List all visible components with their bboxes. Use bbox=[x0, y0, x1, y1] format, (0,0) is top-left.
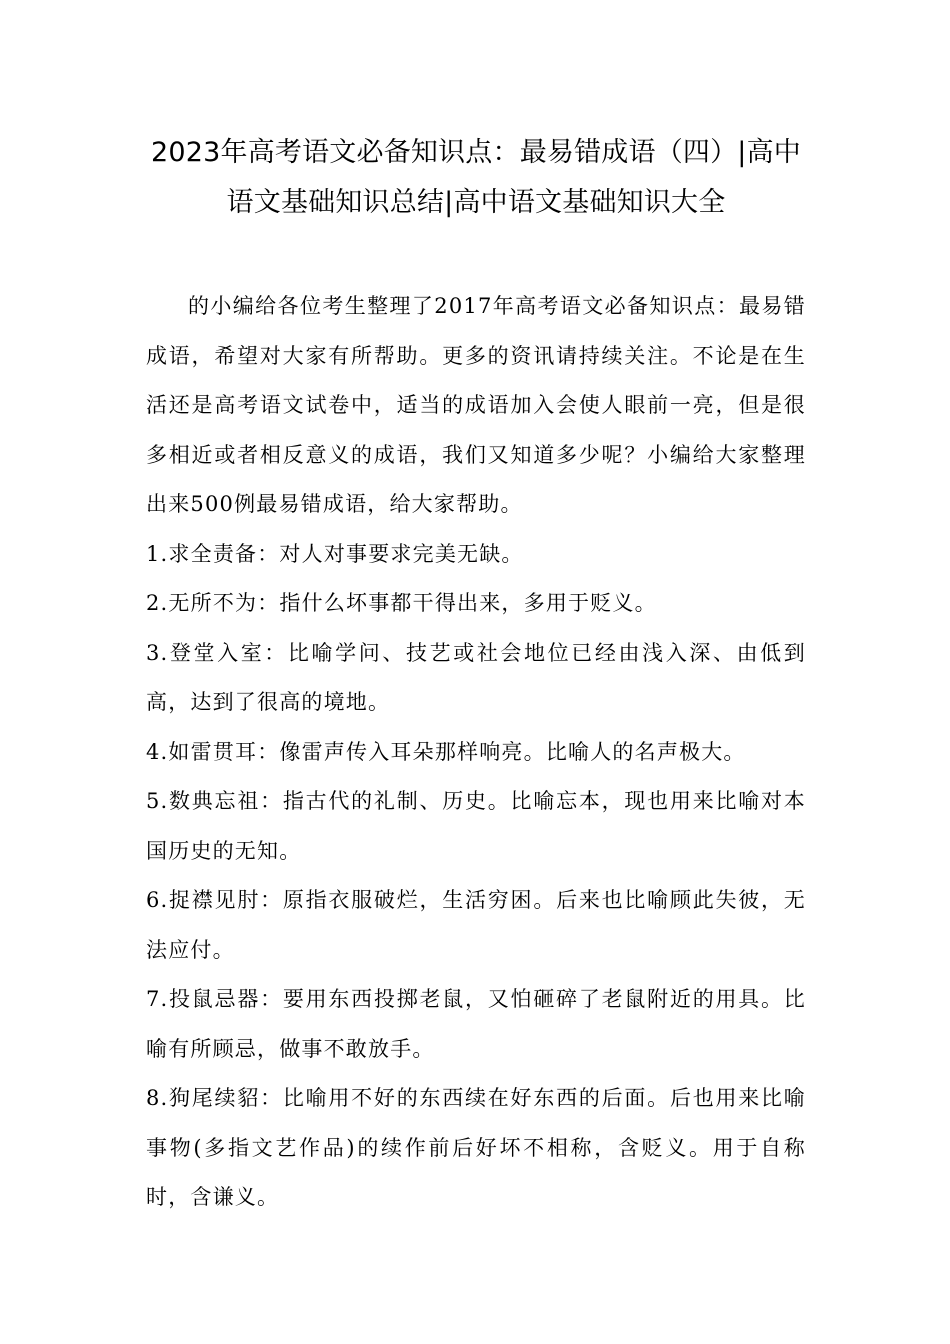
document-body bbox=[146, 282, 806, 1223]
list-item: 6.捉襟见肘：原指衣服破烂，生活穷困。后来也比喻顾此失彼，无法应付。 bbox=[146, 888, 806, 962]
list-item: 2.无所不为：指什么坏事都干得出来，多用于贬义。 bbox=[146, 591, 657, 615]
list-item: 7.投鼠忌器：要用东西投掷老鼠，又怕砸碎了老鼠附近的用具。比喻有所顾忌，做事不敢放手。 bbox=[146, 987, 806, 1061]
list-item: 1.求全责备：对人对事要求完美无缺。 bbox=[146, 541, 524, 566]
list-item: 5.数典忘祖：指古代的礼制、历史。比喻忘本，现也用来比喻对本国历史的无知。 bbox=[146, 789, 806, 863]
intro-paragraph: 的小编给各位考生整理了2017年高考语文必备知识点：最易错成语，希望对大家有所帮助。更多的资讯请持续关注。不论是在生活还是高考语文试卷中，适当的成语加入会使人眼前一亮，但是很多相近或者相反意义的成语，我们又知道多少呢？小编给大家整理出来500例最易错成语，给大家帮助。 bbox=[146, 294, 806, 516]
list-item: 8.狗尾续貂：比喻用不好的东西续在好东西的后面。后也用来比喻事物(多指文艺作品)的续作前后好坏不相称，含贬义。用于自称时，含谦义。 bbox=[146, 1086, 806, 1209]
list-item: 4.如雷贯耳：像雷声传入耳朵那样响亮。比喻人的名声极大。 bbox=[146, 739, 746, 764]
list-item: 3.登堂入室：比喻学问、技艺或社会地位已经由浅入深、由低到高，达到了很高的境地。 bbox=[146, 640, 806, 714]
document-title: 2023年高考语文必备知识点：最易错成语（四）|高中语文基础知识总结|高中语文基础知识大全 bbox=[150, 137, 801, 218]
